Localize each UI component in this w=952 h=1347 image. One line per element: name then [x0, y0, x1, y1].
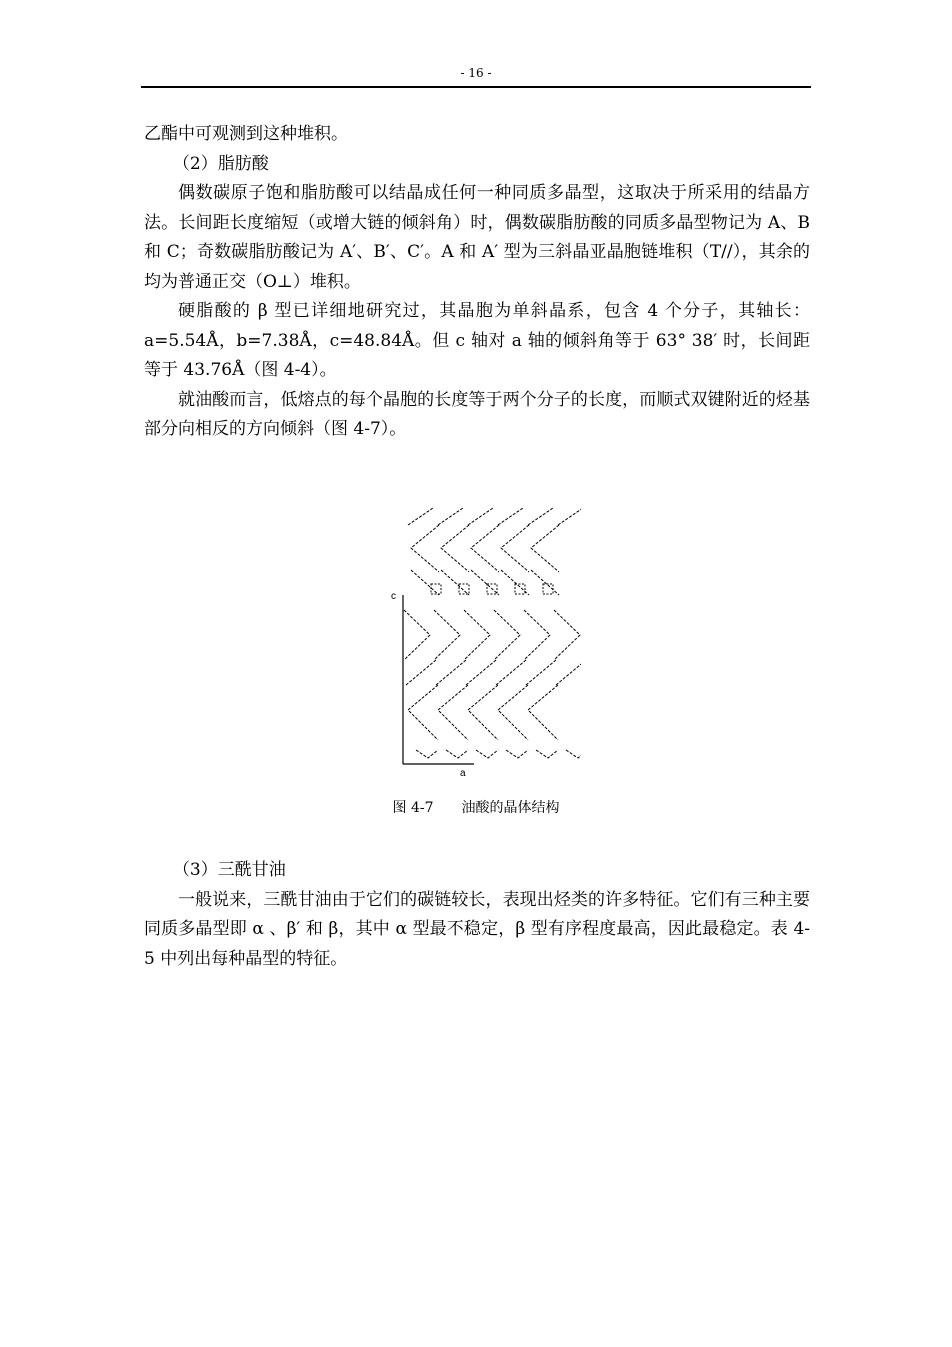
- chain-terminal: [446, 750, 468, 758]
- section-heading-fatty-acids: （2）脂肪酸: [172, 153, 269, 174]
- chain-top: [558, 508, 581, 525]
- chain-bottom-chevron: [468, 685, 498, 740]
- paragraph: 偶数碳原子饱和脂肪酸可以结晶成任何一种同质多晶型，这取决于所采用的结晶方法。长间距长度缩短（或增大链的倾斜角）时，偶数碳脂肪酸的同质多晶型物记为 A、B 和 C；奇数碳脂肪酸记为 A′、B′、C′。A 和 A′ 型为三斜晶亚晶胞链堆积（T//），其余的均为普通正交（O⊥）堆积。: [144, 183, 810, 292]
- chain-mid: [531, 570, 559, 595]
- chain-lower-chevron: [524, 610, 550, 660]
- chain-lower-chevron: [434, 610, 460, 660]
- c-axis-label: c: [391, 591, 396, 602]
- header-rule: [141, 86, 811, 88]
- chain-mid: [471, 570, 499, 595]
- oleic-acid-crystal-figure: [386, 500, 581, 780]
- chain-top: [498, 508, 523, 525]
- chain-lower-chevron: [554, 610, 580, 660]
- chain-top: [438, 508, 463, 525]
- figure-caption-number: 图 4-7: [392, 800, 434, 816]
- chain-upper-chevron: [411, 525, 439, 572]
- chain-lower-slant: [556, 660, 581, 685]
- chain-bottom-chevron: [498, 685, 528, 740]
- page-number: - 16 -: [460, 66, 492, 80]
- paragraph: 硬脂酸的 β 型已详细地研究过，其晶胞为单斜晶系，包含 4 个分子，其轴长：a=5.54Å，b=7.38Å，c=48.84Å。但 c 轴对 a 轴的倾斜角等于 63° 38′ 时，长间距等于 43.76Å（图 4-4）。: [144, 301, 810, 380]
- chain-lower-slant: [406, 660, 436, 685]
- figure-caption-text: 油酸的晶体结构: [461, 800, 560, 816]
- chain-terminal: [506, 750, 528, 758]
- double-bond-marker: [459, 584, 469, 594]
- chain-mid: [441, 570, 469, 595]
- paragraph: 就油酸而言，低熔点的每个晶胞的长度等于两个分子的长度，而顺式双键附近的烃基部分向相反的方向倾斜（图 4-7）。: [144, 389, 810, 439]
- chain-bottom-chevron: [438, 685, 468, 740]
- chain-top: [468, 508, 493, 525]
- text-block-top: [144, 120, 810, 445]
- paragraph: 一般说来，三酰甘油由于它们的碳链较长，表现出烃类的许多特征。它们有三种主要同质多晶型即 α 、β′ 和 β，其中 α 型最不稳定，β 型有序程度最高，因此最稳定。表 4-5 中列出每种晶型的特征。: [144, 889, 810, 969]
- chain-lower-slant: [436, 660, 466, 685]
- chain-lower-chevron: [404, 610, 430, 660]
- chain-lower-slant: [526, 660, 556, 685]
- chain-mid: [411, 570, 439, 595]
- crystal-structure-diagram: [386, 500, 581, 780]
- chain-lower-chevron: [494, 610, 520, 660]
- text-block-bottom: [144, 856, 810, 974]
- chain-terminal: [476, 750, 498, 758]
- a-axis-label: a: [460, 768, 466, 779]
- paragraph: 乙酯中可观测到这种堆积。: [144, 124, 348, 144]
- chain-top: [528, 508, 553, 525]
- chain-lower-slant: [466, 660, 496, 685]
- chain-upper-chevron: [501, 525, 529, 572]
- chain-terminal: [536, 750, 558, 758]
- chain-lower-slant: [496, 660, 526, 685]
- double-bond-marker: [515, 584, 525, 594]
- chain-terminal: [566, 750, 581, 758]
- chain-bottom-chevron: [528, 685, 558, 740]
- section-heading-triacylglycerols: （3）三酰甘油: [172, 860, 286, 880]
- chain-upper-chevron: [471, 525, 499, 572]
- figure-caption: [0, 797, 952, 817]
- chain-upper-chevron: [441, 525, 469, 572]
- chain-lower-chevron: [464, 610, 490, 660]
- chain-bottom-chevron: [408, 685, 438, 740]
- chain-top: [408, 508, 433, 525]
- chain-terminal: [416, 750, 438, 758]
- chain-upper-chevron: [531, 525, 559, 572]
